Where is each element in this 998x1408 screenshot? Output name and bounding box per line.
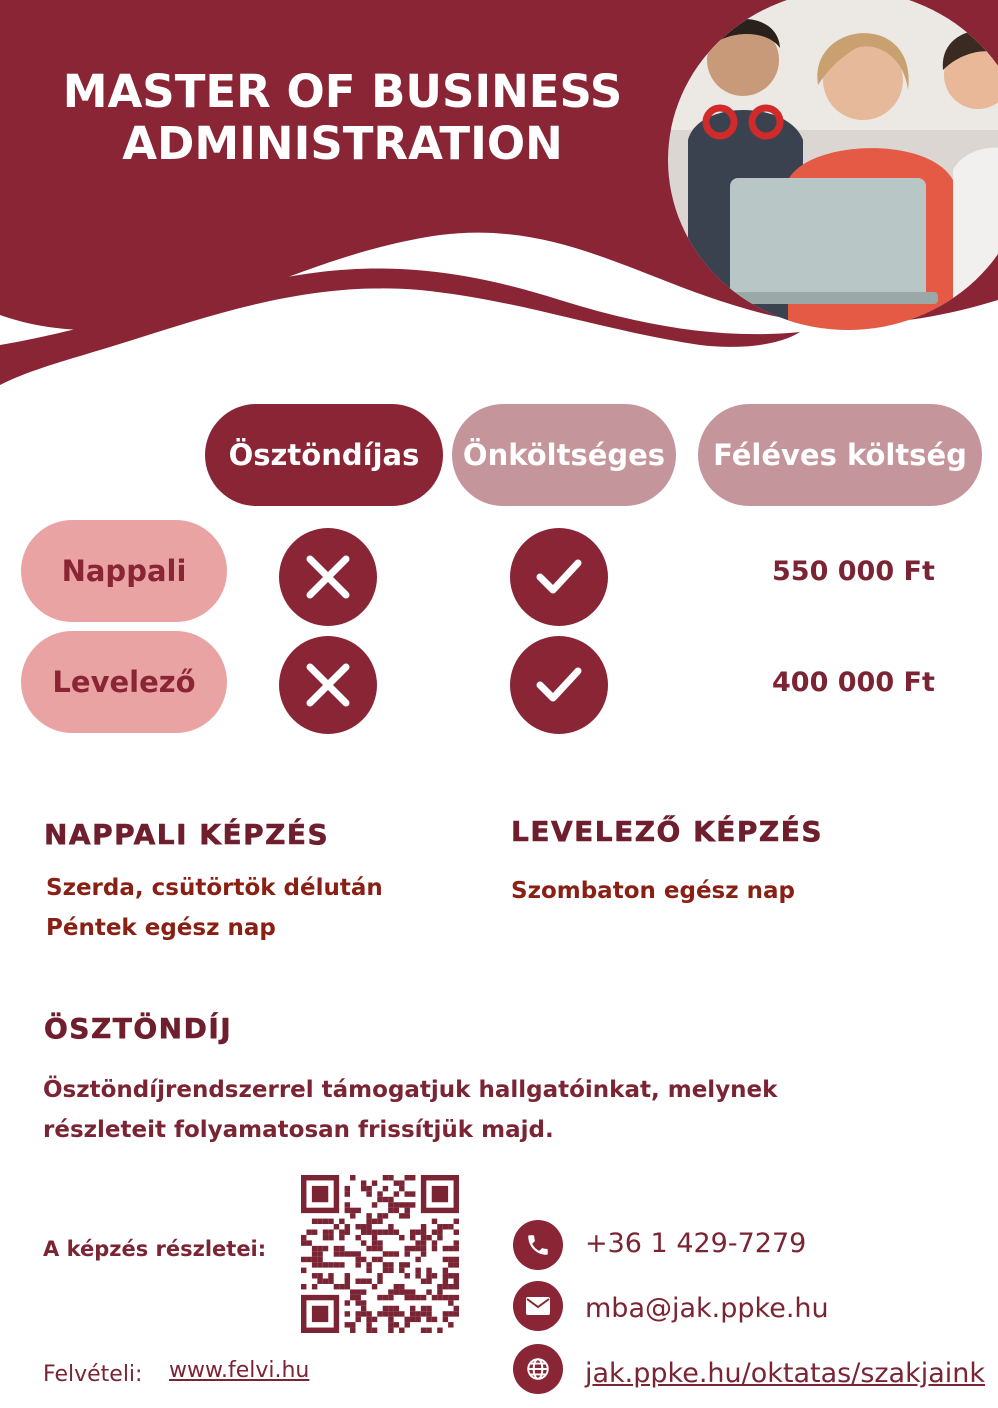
website-link[interactable]: jak.ppke.hu/oktatas/szakjaink bbox=[585, 1358, 986, 1389]
felvi-link[interactable]: www.felvi.hu bbox=[169, 1358, 310, 1383]
daytime-section-title: NAPPALI KÉPZÉS bbox=[44, 818, 330, 851]
column-scholarship: Ösztöndíjas bbox=[205, 404, 443, 506]
daytime-self-funded-check bbox=[510, 528, 608, 626]
correspondence-section-title: LEVELEZŐ KÉPZÉS bbox=[511, 815, 824, 848]
page-title-line-1: MASTER OF BUSINESS bbox=[62, 65, 623, 118]
correspondence-cost: 400 000 Ft bbox=[772, 667, 935, 698]
correspondence-self-funded-check bbox=[510, 636, 608, 734]
daytime-line-2: Péntek egész nap bbox=[46, 915, 276, 941]
phone-number[interactable]: +36 1 429-7279 bbox=[585, 1228, 807, 1259]
page-title-line-2: ADMINISTRATION bbox=[122, 117, 563, 170]
phone-icon bbox=[513, 1220, 563, 1270]
daytime-scholarship-x bbox=[279, 528, 377, 626]
scholarship-section-title: ÖSZTÖNDÍJ bbox=[44, 1012, 233, 1045]
daytime-cost: 550 000 Ft bbox=[772, 556, 935, 587]
qr-code[interactable] bbox=[301, 1175, 459, 1333]
check-icon bbox=[535, 557, 583, 597]
x-icon bbox=[305, 554, 351, 600]
scholarship-line-1: Ösztöndíjrendszerrel támogatjuk hallgatóinkat, melynek bbox=[43, 1077, 778, 1103]
scholarship-line-2: részleteit folyamatosan frissítjük majd. bbox=[43, 1117, 554, 1143]
admission-label: Felvételi: bbox=[43, 1362, 143, 1387]
email-address[interactable]: mba@jak.ppke.hu bbox=[585, 1293, 829, 1324]
row-label-daytime: Nappali bbox=[21, 520, 227, 622]
correspondence-scholarship-x bbox=[279, 636, 377, 734]
column-self-funded: Önköltséges bbox=[452, 404, 676, 506]
globe-icon bbox=[513, 1344, 563, 1394]
details-label: A képzés részletei: bbox=[43, 1237, 267, 1261]
row-label-correspondence: Levelező bbox=[21, 631, 227, 733]
correspondence-line-1: Szombaton egész nap bbox=[511, 878, 795, 904]
email-icon bbox=[513, 1281, 563, 1331]
x-icon bbox=[305, 662, 351, 708]
check-icon bbox=[535, 665, 583, 705]
column-semester-cost: Féléves költség bbox=[698, 404, 982, 506]
daytime-line-1: Szerda, csütörtök délután bbox=[46, 875, 383, 901]
